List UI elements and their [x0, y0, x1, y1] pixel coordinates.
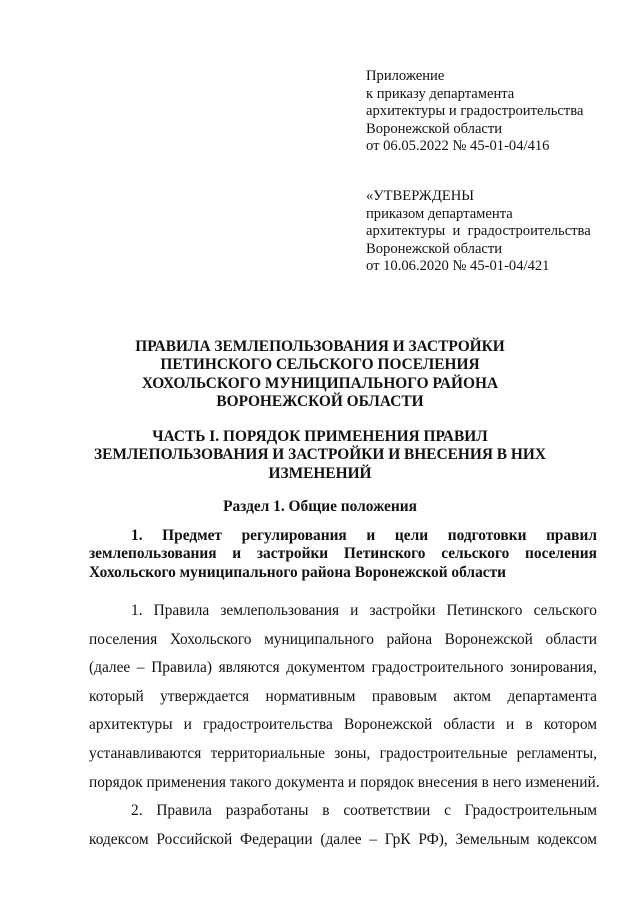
part-title [90, 428, 550, 483]
part-line: ИЗМЕНЕНИЙ [268, 464, 372, 482]
paragraph-1-line: 1. Правила землепользования и застройки Петинского сельского [89, 597, 597, 626]
part-line: ЗЕМЛЕПОЛЬЗОВАНИЯ И ЗАСТРОЙКИ И ВНЕСЕНИЯ В НИХ [94, 446, 546, 464]
paragraph-1-line: архитектуры и градостроительства Воронежской области и в котором [89, 716, 597, 734]
document-title [90, 338, 550, 412]
paragraph-1-line: (далее – Правила) являются документом градостроительного зонирования, [89, 659, 597, 677]
part-line: ЧАСТЬ I. ПОРЯДОК ПРИМЕНЕНИЯ ПРАВИЛ [152, 428, 488, 445]
approved-line: приказом департамента [366, 205, 513, 222]
approved-line: «УТВЕРЖДЕНЫ [366, 188, 475, 204]
appendix-line: Приложение [366, 68, 445, 84]
appendix-line: архитектуры и градостроительства [366, 103, 584, 120]
title-line: ХОХОЛЬСКОГО МУНИЦИПАЛЬНОГО РАЙОНА [141, 374, 499, 392]
paragraph-number: 1. [131, 602, 143, 619]
body-text [89, 597, 600, 854]
title-line: ПРАВИЛА ЗЕМЛЕПОЛЬЗОВАНИЯ И ЗАСТРОЙКИ [135, 338, 505, 355]
paragraph-number: 2. [131, 802, 143, 820]
heading-number: 1. [131, 527, 143, 544]
appendix-line: Воронежской области [366, 120, 503, 137]
paragraph-1-line: устанавливаются территориальные зоны, градостроительные регламенты, [89, 744, 597, 762]
heading-line-1: 1. Предмет регулирования и цели подготовки правил [89, 527, 597, 545]
approved-stamp [366, 188, 616, 276]
paragraph-1-line: порядок применения такого документа и порядок внесения в него изменений. [89, 773, 600, 791]
appendix-stamp [366, 68, 616, 156]
title-line: ВОРОНЕЖСКОЙ ОБЛАСТИ [216, 393, 424, 411]
approved-line: архитектуры и градостроительства [366, 223, 591, 240]
heading-line-3: Хохольского муниципального района Воронежской области [89, 563, 507, 581]
article-heading [89, 527, 597, 582]
paragraph-2-line: 2. Правила разработаны в соответствии с Градостроительным [89, 797, 597, 826]
paragraph-1-line: который утверждается нормативным правовым актом департамента [89, 687, 597, 705]
section-title: Раздел 1. Общие положения [223, 498, 417, 515]
heading-line-2: землепользования и застройки Петинского сельского поселения [89, 545, 597, 563]
approved-line: от 10.06.2020 № 45-01-04/421 [366, 258, 550, 275]
title-line: ПЕТИНСКОГО СЕЛЬСКОГО ПОСЕЛЕНИЯ [160, 356, 480, 374]
approved-line: Воронежской области [366, 240, 503, 257]
appendix-line: от 06.05.2022 № 45-01-04/416 [366, 138, 550, 155]
paragraph-2-line: кодексом Российской Федерации (далее – ГрК РФ), Земельным кодексом [89, 830, 597, 848]
paragraph-1-line: поселения Хохольского муниципального района Воронежской области [89, 630, 597, 648]
appendix-line: к приказу департамента [366, 85, 515, 102]
